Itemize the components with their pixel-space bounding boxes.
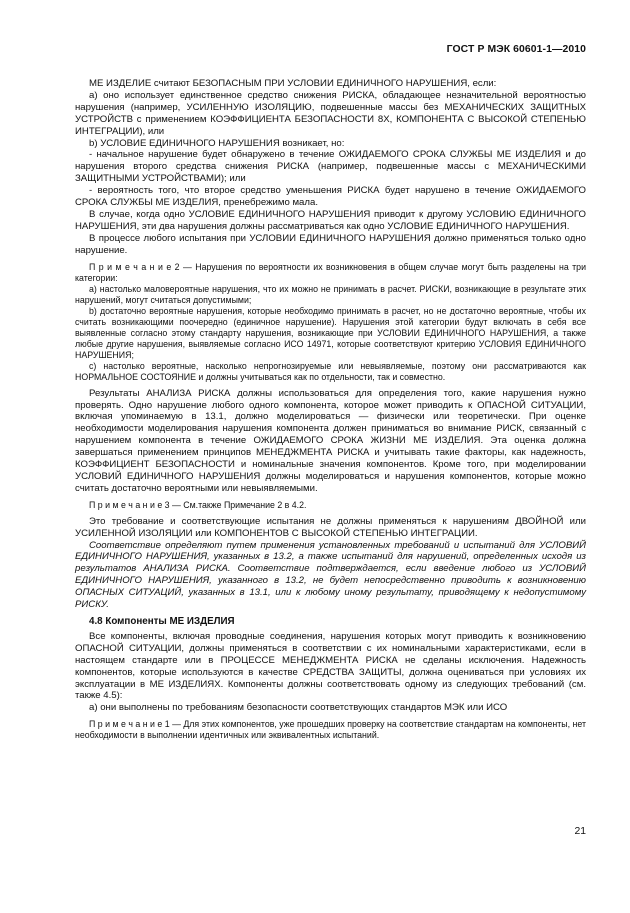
page-number: 21 <box>574 826 586 837</box>
note-1 <box>75 719 586 741</box>
note-text: — Нарушения по вероятности их возникновения в общем случае могут быть разделены на три категории: <box>75 261 586 283</box>
note-label: П р и м е ч а н и е 3 <box>89 499 170 510</box>
paragraph: В процессе любого испытания при УСЛОВИИ ЕДИНИЧНОГО НАРУШЕНИЯ должно применяться только одно нарушение. <box>75 232 586 256</box>
paragraph: Результаты АНАЛИЗА РИСКА должны использоваться для определения того, какие нарушения нужно проверять. Одно нарушение любого одного компонента, которое может приводить к ОПАСНОЙ СИТУАЦИИ, включая упоминаемую в 13.1, должно моделироваться — физически или теоретически. При оценке необходимости моделирования нарушения компонента должен приниматься во внимание РИСК, связанный с нарушением компонента в течение ОЖИДАЕМОГО СРОКА ЖИЗНИ МЕ ИЗДЕЛИЯ. Эта оценка должна завершаться применением принципов МЕНЕДЖМЕНТА РИСКА и учитывать такие факторы, как надежность, КОЭФФИЦИЕНТ БЕЗОПАСНОСТИ и номинальные значения компонентов. Кроме того, при моделировании УСЛОВИЙ ЕДИНИЧНОГО НАРУШЕНИЯ должны моделироваться и нарушения компонентов, которые можно считать достаточно вероятными или невыявляемыми. <box>75 387 586 494</box>
note-3 <box>75 500 586 511</box>
paragraph: Это требование и соответствующие испытания не должны применяться к нарушениям ДВОЙНОЙ или УСИЛЕННОЙ ИЗОЛЯЦИИ или КОМПОНЕНТОВ С ВЫСОКОЙ СТЕПЕНЬЮ ИНТЕГРАЦИИ. <box>75 515 586 539</box>
section-heading: 4.8 Компоненты МЕ ИЗДЕЛИЯ <box>89 616 235 627</box>
note-label: П р и м е ч а н и е 1 <box>89 719 170 730</box>
document-body <box>75 78 586 741</box>
paragraph: МЕ ИЗДЕЛИЕ считают БЕЗОПАСНЫМ ПРИ УСЛОВИИ ЕДИНИЧНОГО НАРУШЕНИЯ, если: <box>89 78 497 89</box>
paragraph: Все компоненты, включая проводные соединения, нарушения которых могут приводить к возникновению ОПАСНОЙ СИТУАЦИИ, должны применяться в соответствии с их номинальными характеристиками, если в настоящем стандарте или в ПРОЦЕССЕ МЕНЕДЖМЕНТА РИСКА не сделаны исключения. Надежность компонентов, которые используются в качестве СРЕДСТВА ЗАЩИТЫ, должна оцениваться при условиях их эксплуатации в МЕ ИЗДЕЛИЯХ. Компоненты должны соответствовать одному из следующих требований (см. также 4.5): <box>75 630 586 702</box>
note-label: П р и м е ч а н и е 2 <box>89 261 180 272</box>
paragraph: а) оно использует единственное средство снижения РИСКА, обладающее незначительной вероятностью нарушения (например, УСИЛЕННУЮ ИЗОЛЯЦИЮ, подвешенные массы без МЕХАНИЧЕСКИХ ЗАЩИТНЫХ УСТРОЙСТВ с применением КОЭФФИЦИЕНТА БЕЗОПАСНОСТИ 8X, КОМПОНЕНТА С ВЫСОКОЙ СТЕПЕНЬЮ ИНТЕГРАЦИИ), или <box>75 89 586 137</box>
paragraph: а) они выполнены по требованиям безопасности соответствующих стандартов МЭК или ИСО <box>89 702 508 714</box>
paragraph: - начальное нарушение будет обнаружено в течение ОЖИДАЕМОГО СРОКА СЛУЖБЫ МЕ ИЗДЕЛИЯ и до нарушения второго средства снижения РИСКА (например, подвешенные массы с МЕХАНИЧЕСКИМИ ЗАЩИТНЫМИ УСТРОЙСТВАМИ); или <box>75 149 586 185</box>
compliance-paragraph: Соответствие определяют путем применения установленных требований и испытаний для УСЛОВИЙ ЕДИНИЧНОГО НАРУШЕНИЯ, указанных в 13.2, а также испытаний для нарушений, определенных исходя из результатов АНАЛИЗА РИСКА. Соответствие подтверждается, если введение любого из УСЛОВИЙ ЕДИНИЧНОГО НАРУШЕНИЯ, указанного в 13.2, не будет непосредственно приводить к возникновению ОПАСНЫХ СИТУАЦИЙ, указанных в 13.1, или к любому иному результату, приводящему к недопустимому РИСКУ. <box>75 539 586 611</box>
standard-header: ГОСТ Р МЭК 60601-1—2010 <box>446 44 586 55</box>
note-item: c) настолько вероятные, насколько непрогнозируемые или невыявляемые, поэтому они рассматриваются как НОРМАЛЬНОЕ СОСТОЯНИЕ и должны учитываться как по отдельности, так и совместно. <box>75 360 586 382</box>
note-item: b) достаточно вероятные нарушения, которые необходимо принимать в расчет, но не достаточно вероятные, чтобы их считать возникающими поочередно (единичное нарушение). Нарушения этой категории будут включать в себя все выявленные согласно этому стандарту нарушения, возникающие при УСЛОВИИ ЕДИНИЧНОГО НАРУШЕНИЯ, а также любые другие нарушения, выявляемые согласно ИСО 14971, которые соответствуют критерию УСЛОВИЯ ЕДИНИЧНОГО НАРУШЕНИЯ; <box>75 305 586 360</box>
note-text: — Для этих компонентов, уже прошедших проверку на соответствие стандартам на компоненты, нет необходимости в выполнении идентичных или эквивалентных испытаний. <box>75 719 586 741</box>
paragraph: b) УСЛОВИЕ ЕДИНИЧНОГО НАРУШЕНИЯ возникает, но: <box>89 137 345 149</box>
paragraph: - вероятность того, что второе средство уменьшения РИСКА будет нарушено в течение ОЖИДАЕМОГО СРОКА СЛУЖБЫ МЕ ИЗДЕЛИЯ, пренебрежимо мала. <box>75 185 586 209</box>
note-text: — См.также Примечание 2 в 4.2. <box>169 499 307 510</box>
note-2 <box>75 262 586 284</box>
note-item: а) настолько маловероятные нарушения, что их можно не принимать в расчет. РИСКИ, возникающие в результате этих нарушений, могут считаться допустимыми; <box>75 283 586 305</box>
paragraph: В случае, когда одно УСЛОВИЕ ЕДИНИЧНОГО НАРУШЕНИЯ приводит к другому УСЛОВИЮ ЕДИНИЧНОГО НАРУШЕНИЯ, эти два нарушения должны рассматриваться как одно УСЛОВИЕ ЕДИНИЧНОГО НАРУШЕНИЯ. <box>75 208 586 232</box>
